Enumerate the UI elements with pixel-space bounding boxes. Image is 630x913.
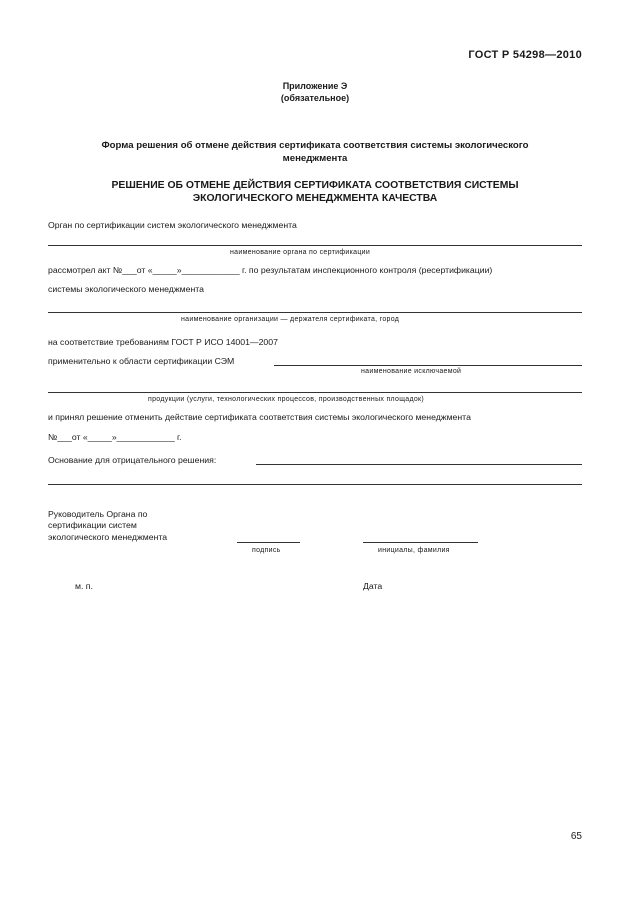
name-caption: инициалы, фамилия	[378, 547, 450, 554]
standard-number: ГОСТ Р 54298—2010	[468, 49, 582, 61]
role-line-1: Руководитель Органа по	[48, 509, 148, 519]
page-number: 65	[570, 831, 582, 842]
basis-label: Основание для отрицательного решения:	[48, 455, 217, 465]
form-title-line-2: менеджмента	[282, 153, 348, 164]
annex-status: (обязательное)	[280, 93, 350, 103]
certificate-number-line: №___от «_____»____________ г.	[48, 432, 182, 442]
holder-name-field	[48, 312, 582, 313]
date-label: Дата	[363, 581, 383, 591]
basis-field-continuation	[48, 484, 582, 485]
organ-name-caption: наименование органа по сертификации	[230, 249, 371, 256]
excluded-caption: наименование исключаемой	[361, 368, 462, 375]
compliance-line: на соответствие требованиям ГОСТ Р ИСО 14001—2007	[48, 337, 278, 347]
name-field	[363, 542, 478, 543]
document-title-line-1: РЕШЕНИЕ ОБ ОТМЕНЕ ДЕЙСТВИЯ СЕРТИФИКАТА СООТВЕТСТВИЯ СИСТЕМЫ	[111, 180, 519, 191]
decision-line: и принял решение отменить действие сертификата соответствия системы экологического менеджмента	[48, 412, 471, 422]
signature-caption: подпись	[252, 547, 281, 554]
form-title-line-1: Форма решения об отмене действия сертификата соответствия системы экологического	[101, 140, 529, 151]
role-line-2: сертификации систем	[48, 520, 137, 530]
annex-title: Приложение Э	[282, 81, 348, 91]
scope-field	[274, 365, 582, 366]
reviewed-act-line: рассмотрел акт №___от «_____»____________ г. по результатам инспекционного контроля (ресертификации)	[48, 265, 493, 275]
basis-field	[256, 464, 582, 465]
system-line: системы экологического менеджмента	[48, 284, 204, 294]
products-field	[48, 392, 582, 393]
role-line-3: экологического менеджмента	[48, 532, 168, 542]
scope-label: применительно к области сертификации СЭМ	[48, 356, 235, 366]
organ-label: Орган по сертификации систем экологического менеджмента	[48, 220, 297, 230]
document-title-line-2: ЭКОЛОГИЧЕСКОГО МЕНЕДЖМЕНТА КАЧЕСТВА	[192, 193, 438, 204]
holder-caption: наименование организации — держателя сертификата, город	[181, 316, 400, 323]
stamp-label: м. п.	[75, 581, 93, 591]
signature-field	[237, 542, 300, 543]
products-caption: продукции (услуги, технологических процессов, производственных площадок)	[148, 396, 425, 403]
organ-name-field	[48, 245, 582, 246]
